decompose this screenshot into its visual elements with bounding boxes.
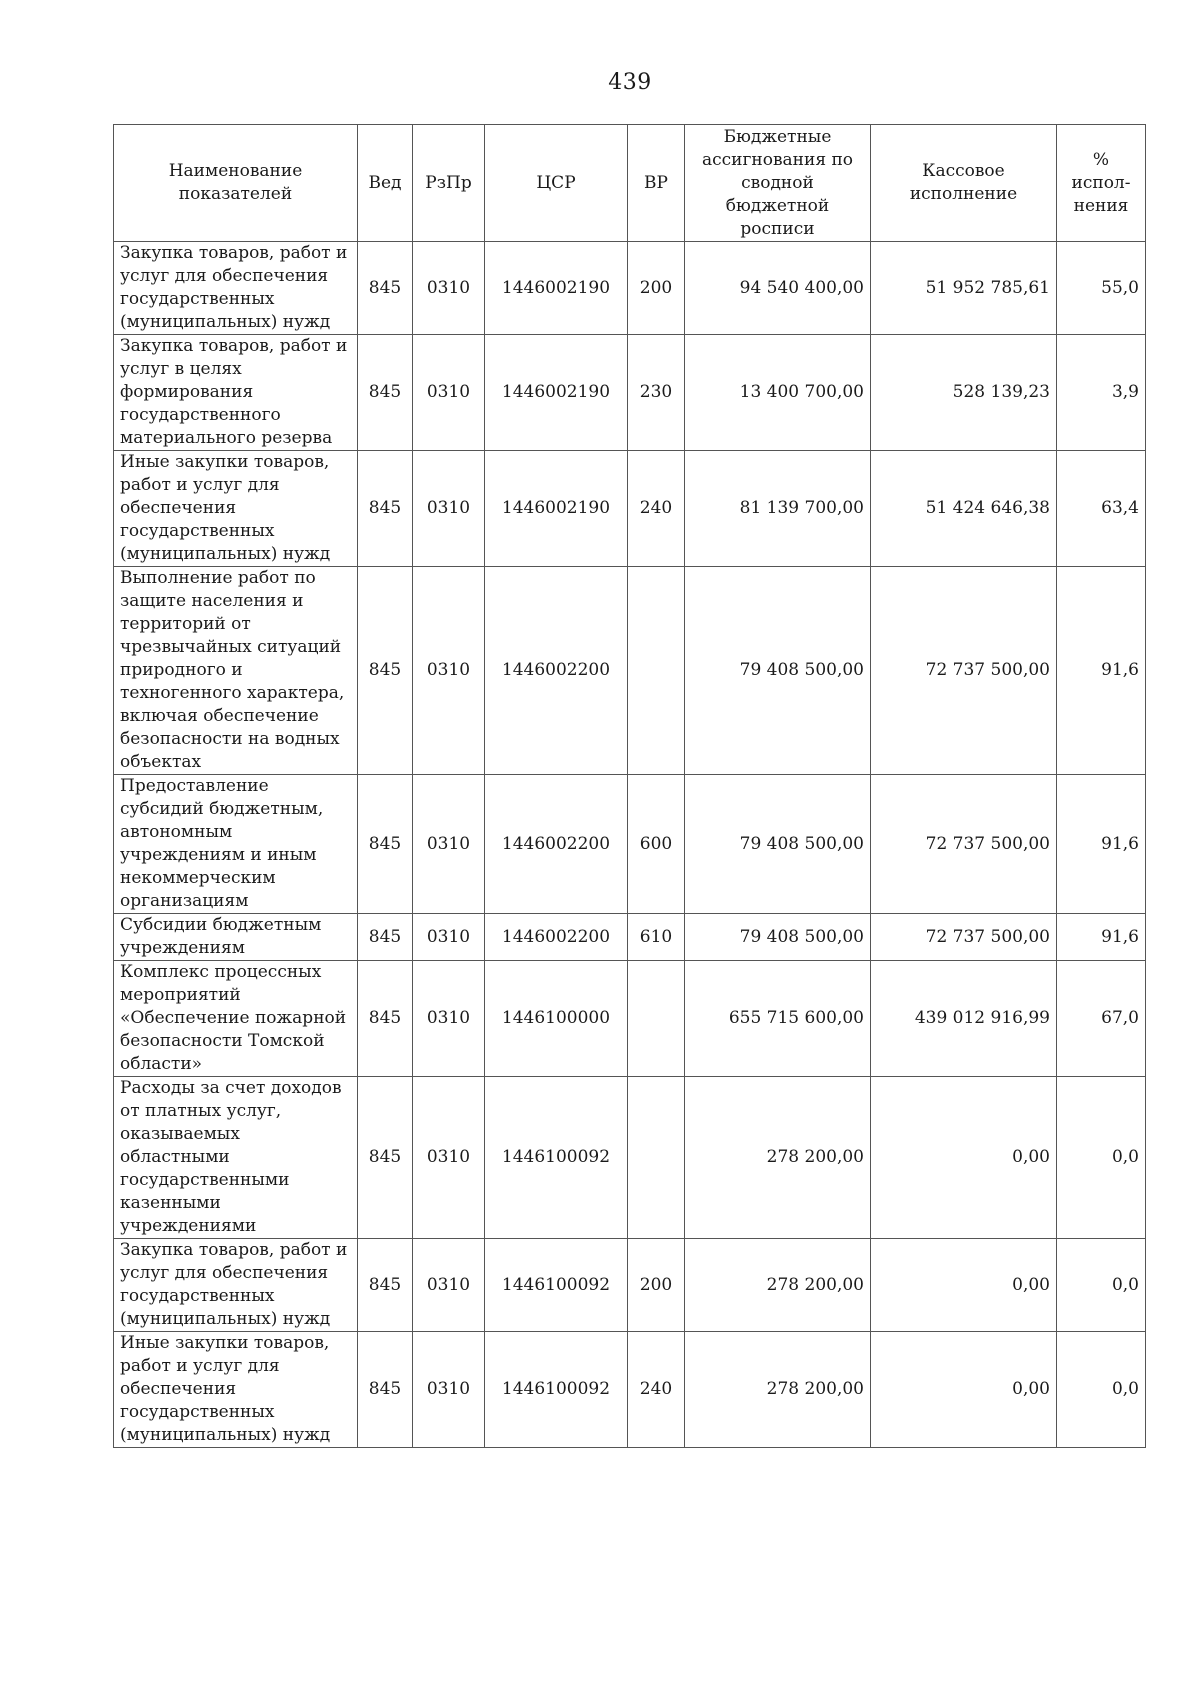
row-budget: 278 200,00	[685, 1332, 871, 1448]
row-cash: 51 952 785,61	[871, 242, 1057, 335]
row-vr: 240	[628, 451, 685, 567]
row-percent: 0,0	[1057, 1077, 1146, 1239]
row-name: Комплекс процессных мероприятий «Обеспечение пожарной безопасности Томской области»	[114, 961, 358, 1077]
row-budget: 278 200,00	[685, 1077, 871, 1239]
row-cash: 0,00	[871, 1332, 1057, 1448]
row-percent: 0,0	[1057, 1332, 1146, 1448]
row-cash: 51 424 646,38	[871, 451, 1057, 567]
table-row	[114, 1077, 1146, 1239]
table-row	[114, 567, 1146, 775]
row-ved: 845	[358, 914, 413, 961]
header-budget: Бюджетные ассигнования по сводной бюджетной росписи	[685, 125, 871, 242]
row-vr: 610	[628, 914, 685, 961]
header-ved: Вед	[358, 125, 413, 242]
row-ved: 845	[358, 1332, 413, 1448]
row-rzpr: 0310	[413, 451, 485, 567]
row-name: Закупка товаров, работ и услуг для обеспечения государственных (муниципальных) нужд	[114, 1239, 358, 1332]
row-vr: 600	[628, 775, 685, 914]
row-vr: 200	[628, 1239, 685, 1332]
row-name: Выполнение работ по защите населения и территорий от чрезвычайных ситуаций природного и техногенного характера, включая обеспечение безопасности на водных объектах	[114, 567, 358, 775]
row-rzpr: 0310	[413, 242, 485, 335]
row-ved: 845	[358, 242, 413, 335]
row-cash: 72 737 500,00	[871, 775, 1057, 914]
row-cash: 0,00	[871, 1077, 1057, 1239]
row-ved: 845	[358, 775, 413, 914]
page-number: 439	[608, 70, 652, 95]
row-name: Иные закупки товаров, работ и услуг для обеспечения государственных (муниципальных) нужд	[114, 1332, 358, 1448]
row-rzpr: 0310	[413, 1332, 485, 1448]
row-name: Закупка товаров, работ и услуг для обеспечения государственных (муниципальных) нужд	[114, 242, 358, 335]
row-percent: 55,0	[1057, 242, 1146, 335]
row-vr	[628, 1077, 685, 1239]
row-budget: 79 408 500,00	[685, 914, 871, 961]
row-cash: 0,00	[871, 1239, 1057, 1332]
row-csr: 1446002200	[485, 775, 628, 914]
row-budget: 81 139 700,00	[685, 451, 871, 567]
row-percent: 91,6	[1057, 567, 1146, 775]
row-percent: 3,9	[1057, 335, 1146, 451]
header-name: Наименование показателей	[114, 125, 358, 242]
row-csr: 1446002190	[485, 335, 628, 451]
row-rzpr: 0310	[413, 1077, 485, 1239]
table-row	[114, 775, 1146, 914]
header-cash: Кассовое исполнение	[871, 125, 1057, 242]
row-budget: 655 715 600,00	[685, 961, 871, 1077]
table-row	[114, 451, 1146, 567]
row-csr: 1446100092	[485, 1239, 628, 1332]
row-percent: 0,0	[1057, 1239, 1146, 1332]
header-percent: % испол-нения	[1057, 125, 1146, 242]
row-ved: 845	[358, 1077, 413, 1239]
table-row	[114, 242, 1146, 335]
table-row	[114, 961, 1146, 1077]
row-rzpr: 0310	[413, 1239, 485, 1332]
row-cash: 72 737 500,00	[871, 914, 1057, 961]
row-rzpr: 0310	[413, 914, 485, 961]
row-rzpr: 0310	[413, 335, 485, 451]
row-ved: 845	[358, 335, 413, 451]
row-vr: 230	[628, 335, 685, 451]
row-cash: 439 012 916,99	[871, 961, 1057, 1077]
row-percent: 91,6	[1057, 775, 1146, 914]
row-budget: 94 540 400,00	[685, 242, 871, 335]
row-percent: 67,0	[1057, 961, 1146, 1077]
row-csr: 1446100000	[485, 961, 628, 1077]
table-row	[114, 914, 1146, 961]
header-csr: ЦСР	[485, 125, 628, 242]
row-vr	[628, 961, 685, 1077]
row-name: Расходы за счет доходов от платных услуг, оказываемых областными государственными казенными учреждениями	[114, 1077, 358, 1239]
header-rzpr: РзПр	[413, 125, 485, 242]
row-vr: 200	[628, 242, 685, 335]
row-ved: 845	[358, 1239, 413, 1332]
row-budget: 79 408 500,00	[685, 567, 871, 775]
row-cash: 72 737 500,00	[871, 567, 1057, 775]
row-ved: 845	[358, 451, 413, 567]
row-ved: 845	[358, 567, 413, 775]
table-row	[114, 1332, 1146, 1448]
row-name: Закупка товаров, работ и услуг в целях формирования государственного материального резерва	[114, 335, 358, 451]
row-csr: 1446002190	[485, 451, 628, 567]
row-csr: 1446002190	[485, 242, 628, 335]
row-csr: 1446002200	[485, 567, 628, 775]
row-cash: 528 139,23	[871, 335, 1057, 451]
row-budget: 13 400 700,00	[685, 335, 871, 451]
row-name: Предоставление субсидий бюджетным, автономным учреждениям и иным некоммерческим организациям	[114, 775, 358, 914]
table-row	[114, 1239, 1146, 1332]
row-name: Субсидии бюджетным учреждениям	[114, 914, 358, 961]
row-rzpr: 0310	[413, 775, 485, 914]
row-rzpr: 0310	[413, 567, 485, 775]
budget-execution-table	[113, 124, 1146, 1448]
row-vr	[628, 567, 685, 775]
row-budget: 79 408 500,00	[685, 775, 871, 914]
row-ved: 845	[358, 961, 413, 1077]
row-csr: 1446100092	[485, 1332, 628, 1448]
row-csr: 1446002200	[485, 914, 628, 961]
row-name: Иные закупки товаров, работ и услуг для обеспечения государственных (муниципальных) нужд	[114, 451, 358, 567]
table-row	[114, 335, 1146, 451]
table-header-row	[114, 125, 1146, 242]
row-rzpr: 0310	[413, 961, 485, 1077]
row-csr: 1446100092	[485, 1077, 628, 1239]
row-percent: 63,4	[1057, 451, 1146, 567]
row-vr: 240	[628, 1332, 685, 1448]
header-vr: ВР	[628, 125, 685, 242]
row-percent: 91,6	[1057, 914, 1146, 961]
row-budget: 278 200,00	[685, 1239, 871, 1332]
